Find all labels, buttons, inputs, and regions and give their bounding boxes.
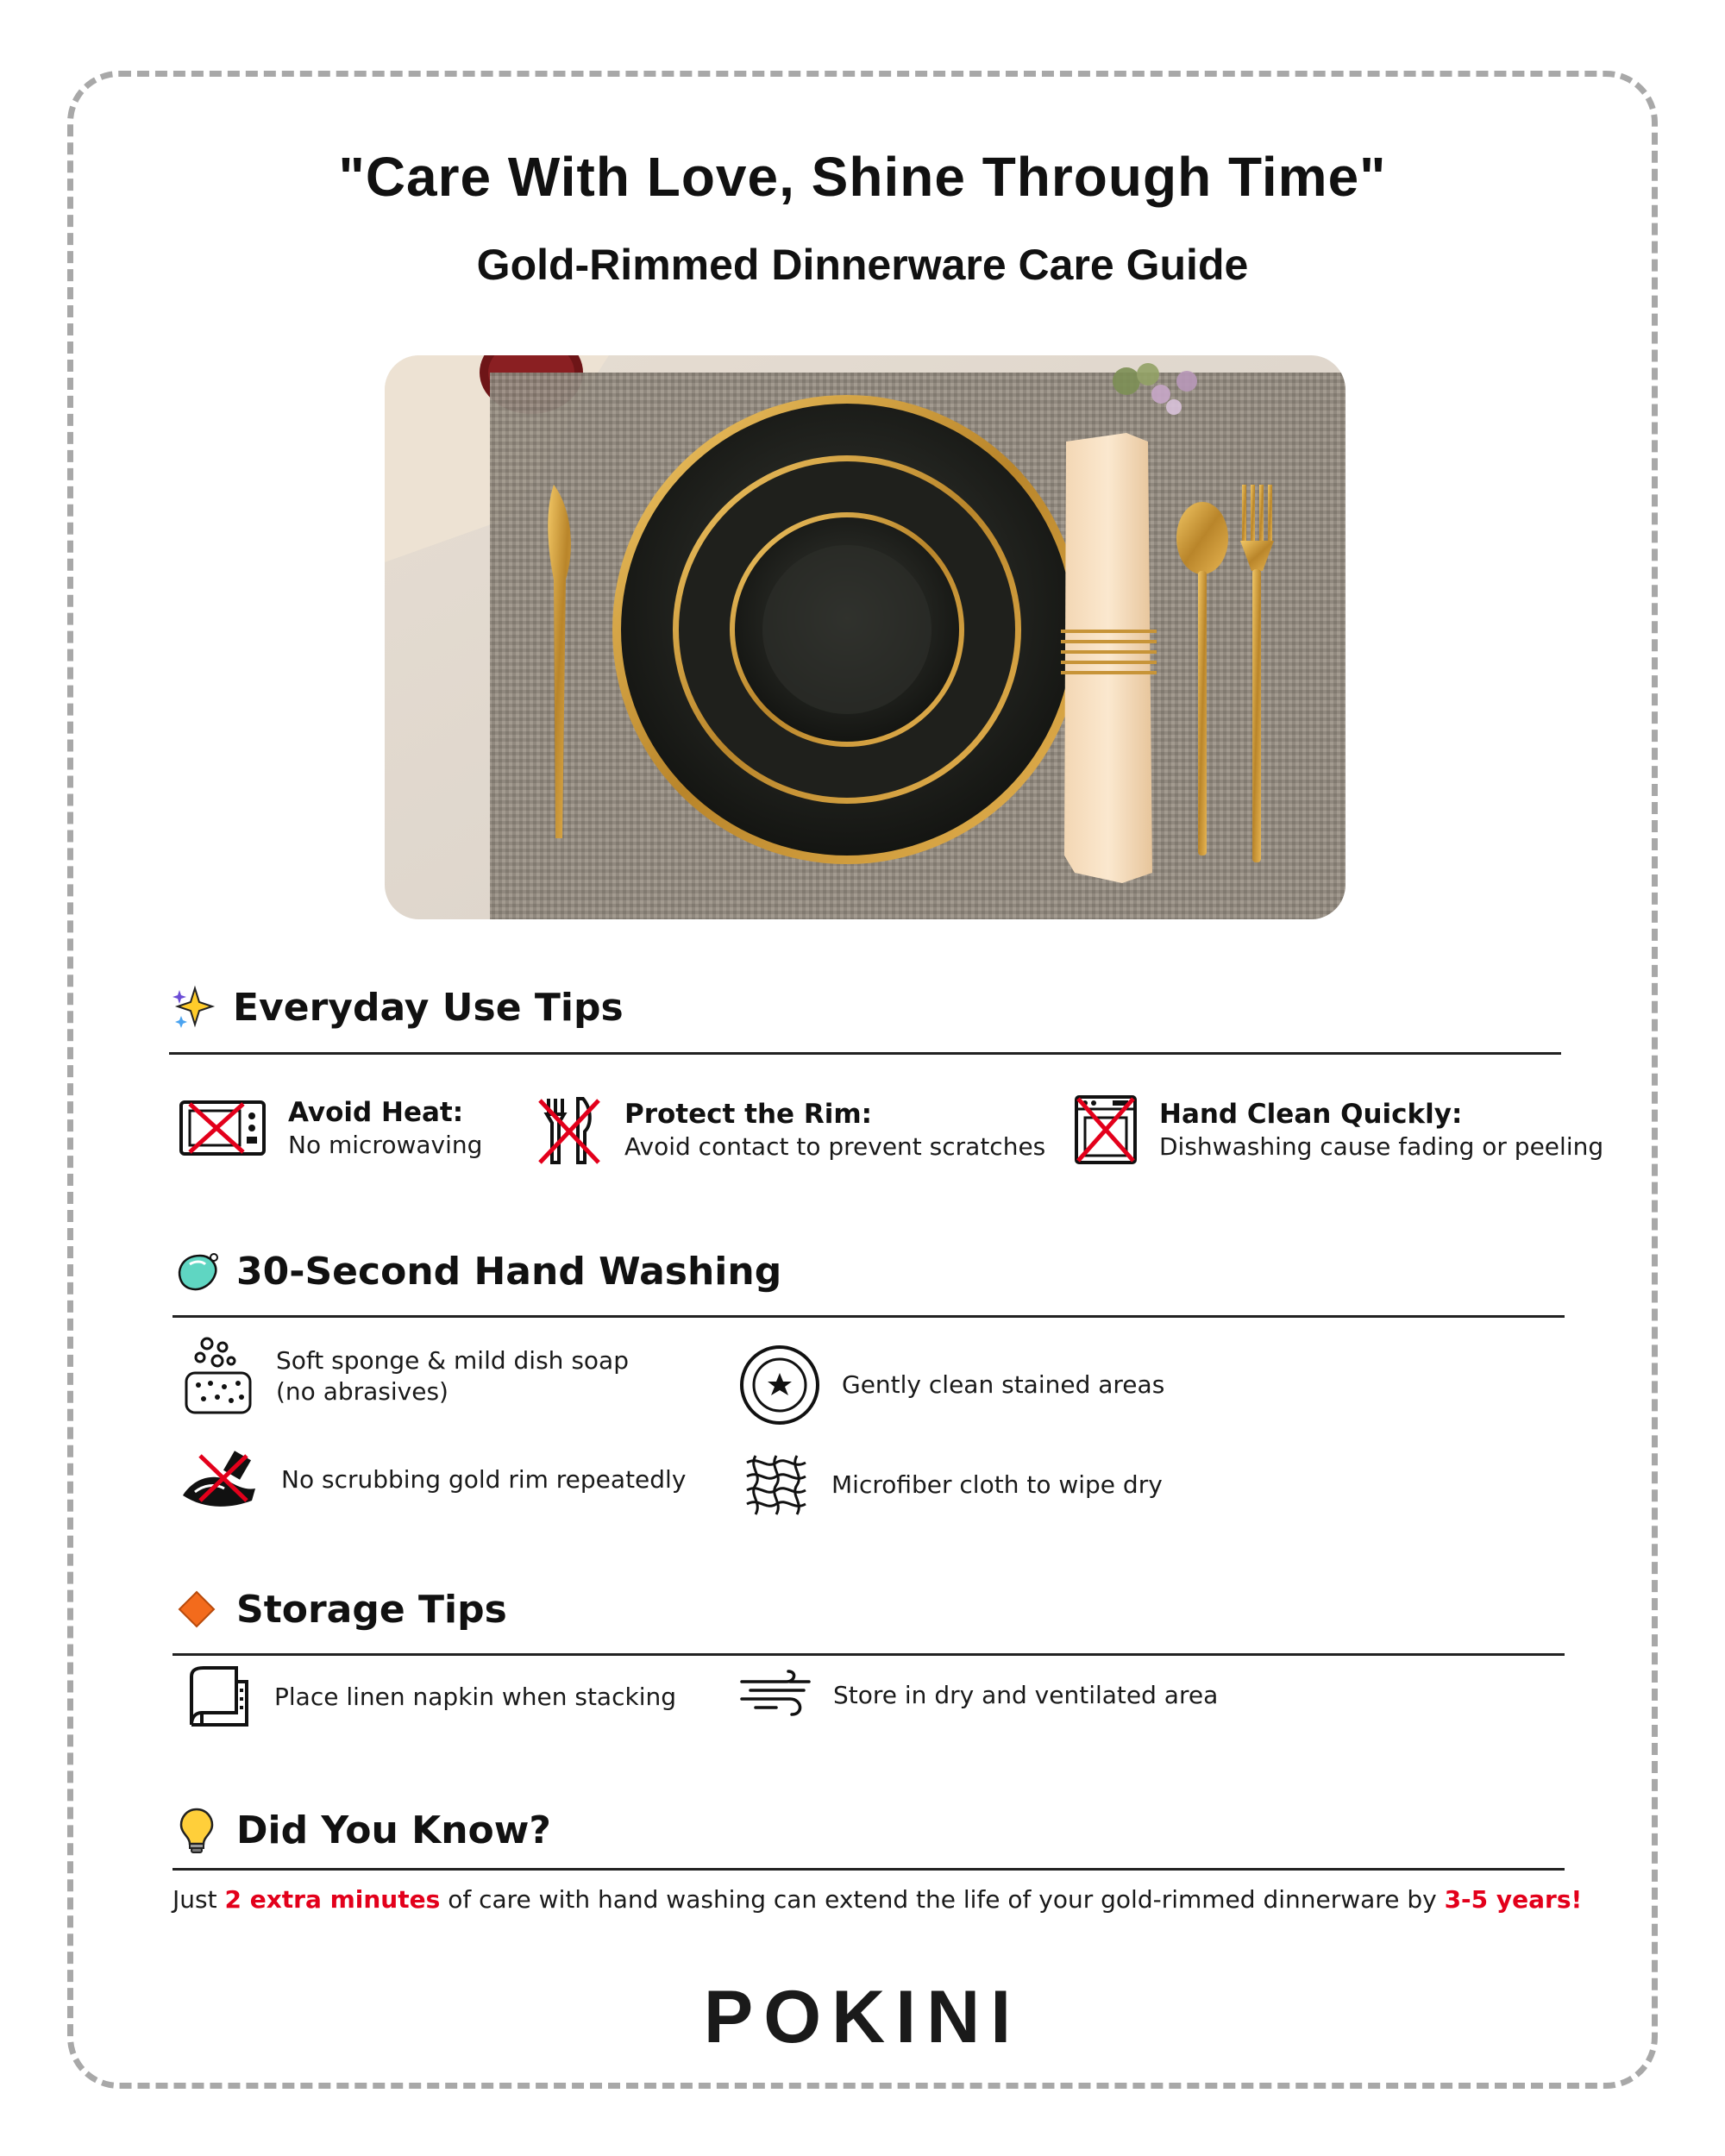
wash-stained-text: Gently clean stained areas (842, 1370, 1165, 1399)
air-flow-icon (738, 1670, 812, 1721)
wash-stained (738, 1344, 1164, 1426)
microfiber-cloth-icon (742, 1451, 811, 1520)
didyouknow-rule (172, 1868, 1565, 1871)
diamond-icon (172, 1585, 221, 1633)
light-bulb-icon (172, 1806, 221, 1854)
no-microwave-icon (178, 1095, 267, 1161)
no-dishwasher-icon (1073, 1094, 1138, 1166)
washing-rule (172, 1315, 1565, 1318)
dinnerware-photo (385, 355, 1346, 919)
everyday-rule (169, 1052, 1561, 1055)
tip-text: Avoid contact to prevent scratches (624, 1132, 1046, 1161)
wash-sponge-line2: (no abrasives) (276, 1377, 448, 1406)
everyday-heading (169, 983, 624, 1031)
napkin-icon (185, 1664, 254, 1730)
tip-avoid-heat (178, 1095, 482, 1161)
didyouknow-heading (172, 1806, 551, 1854)
tip-hand-clean (1073, 1094, 1603, 1166)
didyouknow-heading-label: Did You Know? (236, 1808, 551, 1852)
store-ventilated (738, 1670, 1218, 1721)
everyday-heading-label: Everyday Use Tips (233, 985, 624, 1030)
fact-highlight-years: 3-5 years! (1444, 1885, 1583, 1914)
tip-title: Protect the Rim: (624, 1099, 873, 1130)
page-title: "Care With Love, Shine Through Time" (338, 146, 1387, 208)
fact-highlight-minutes: 2 extra minutes (224, 1885, 441, 1914)
storage-heading-label: Storage Tips (236, 1587, 507, 1632)
fact-mid: of care with hand washing can extend the life of your gold-rimmed dinnerware by (440, 1885, 1445, 1914)
soap-bar-icon (172, 1247, 221, 1295)
no-cutlery-icon (535, 1094, 604, 1166)
store-ventilated-text: Store in dry and ventilated area (833, 1681, 1219, 1709)
wash-sponge (181, 1335, 629, 1418)
page-subtitle: Gold-Rimmed Dinnerware Care Guide (476, 241, 1249, 289)
wash-microfiber (742, 1451, 1163, 1520)
storage-heading (172, 1585, 507, 1633)
wash-no-scrub-text: No scrubbing gold rim repeatedly (281, 1465, 687, 1494)
wash-sponge-line1: Soft sponge & mild dish soap (276, 1346, 629, 1375)
tip-title: Avoid Heat: (288, 1097, 464, 1128)
wash-microfiber-text: Microfiber cloth to wipe dry (831, 1470, 1163, 1499)
stained-plate-icon (738, 1344, 821, 1426)
did-you-know-fact (172, 1885, 1583, 1914)
sparkles-icon (169, 983, 217, 1031)
store-napkin-text: Place linen napkin when stacking (274, 1683, 676, 1711)
wash-no-scrub (178, 1447, 686, 1513)
fact-pre: Just (172, 1885, 225, 1914)
washing-heading-label: 30-Second Hand Washing (236, 1249, 782, 1294)
tip-protect-rim (535, 1094, 1045, 1166)
no-scrubbing-icon (178, 1447, 260, 1513)
washing-heading (172, 1247, 781, 1295)
tip-text: Dishwashing cause fading or peeling (1159, 1132, 1604, 1161)
sponge-icon (181, 1335, 255, 1418)
tip-text: No microwaving (288, 1131, 483, 1159)
store-napkin (185, 1664, 676, 1730)
storage-rule (172, 1653, 1565, 1656)
tip-title: Hand Clean Quickly: (1159, 1099, 1463, 1130)
brand-logo: POKINI (703, 1976, 1022, 2059)
